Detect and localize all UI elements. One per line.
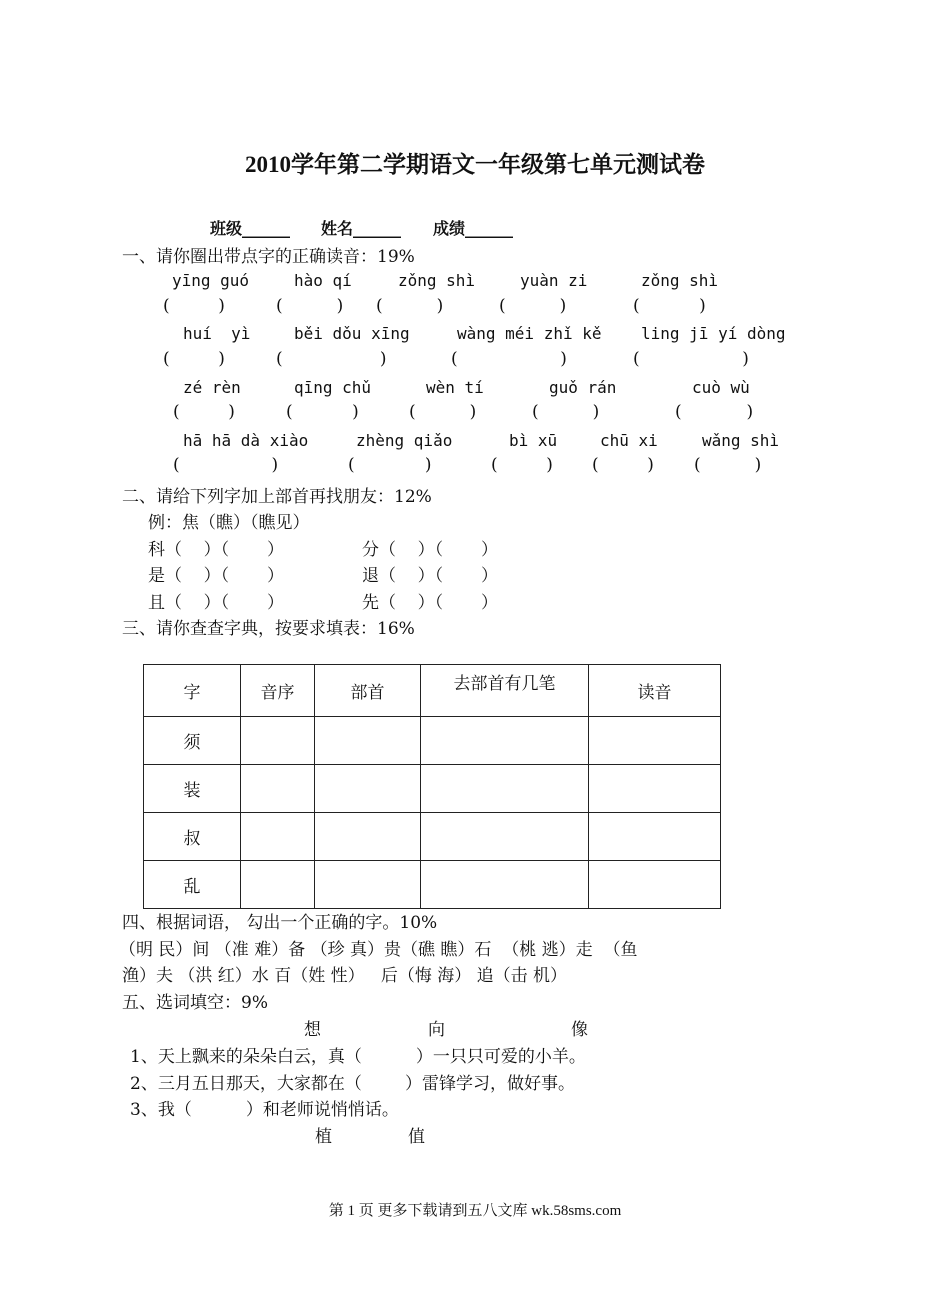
fill-sentence: 3、我（ ）和老师说悄悄话。 (130, 1100, 399, 1120)
answer-blank: ( ) (348, 455, 432, 475)
table-row (144, 765, 721, 813)
answer-blank: ( ) (675, 402, 754, 422)
answer-blank: ( ) (694, 455, 762, 475)
section-1-heading: 一、请你圈出带点字的正确读音：19% (122, 247, 415, 267)
pinyin: guǒ rán (549, 378, 617, 397)
pinyin: wǎng shì (702, 431, 780, 450)
answer-blank: ( ) (491, 455, 553, 475)
section-4-heading: 四、根据词语， 勾出一个正确的字。10% (122, 913, 438, 933)
table-blank-cell (589, 861, 721, 909)
answer-blank: ( ) (163, 296, 225, 316)
table-char-cell: 须 (144, 717, 241, 765)
answer-blank: ( ) (592, 455, 654, 475)
pinyin: qīng chǔ (294, 378, 372, 397)
word-option: 向 (428, 1020, 445, 1040)
table-blank-cell (421, 765, 589, 813)
pinyin: chū xi (600, 431, 658, 450)
radical-row: 且（ ）（ ） (148, 593, 284, 613)
pinyin: wèn tí (426, 378, 484, 397)
table-header-row (144, 665, 721, 717)
answer-blank: ( ) (499, 296, 567, 316)
answer-blank: ( ) (276, 296, 344, 316)
answer-blank: ( ) (376, 296, 444, 316)
answer-blank: ( ) (409, 402, 477, 422)
pinyin: yuàn zi (520, 271, 588, 290)
table-header: 部首 (315, 665, 421, 717)
table-char-cell: 叔 (144, 813, 241, 861)
table-header: 去部首有几笔 (421, 665, 589, 717)
radical-row: 是（ ）（ ） (148, 566, 284, 586)
table-blank-cell (241, 717, 315, 765)
answer-blank: ( ) (276, 349, 387, 369)
table-blank-cell (241, 765, 315, 813)
word-choice-line: （明 民）间 （准 难）备 （珍 真）贵（礁 瞧）石 （桃 逃）走 （鱼 (119, 940, 638, 960)
word-option: 想 (304, 1020, 321, 1040)
page-footer: 第 1 页 更多下载请到五八文库 wk.58sms.com (328, 1203, 622, 1219)
answer-blank: ( ) (532, 402, 600, 422)
answer-blank: ( ) (633, 349, 749, 369)
answer-blank: ( ) (633, 296, 706, 316)
word-choice-line: 渔）夫 （洪 红）水 百（姓 性） 后（悔 海） 追（击 机） (122, 966, 568, 986)
table-blank-cell (315, 765, 421, 813)
table-blank-cell (241, 813, 315, 861)
table-char-cell: 装 (144, 765, 241, 813)
word-option: 植 (315, 1127, 332, 1147)
table-header: 读音 (589, 665, 721, 717)
word-option: 像 (571, 1020, 588, 1040)
dictionary-table (143, 664, 721, 909)
table-header: 字 (144, 665, 241, 717)
table-blank-cell (421, 813, 589, 861)
radical-row: 先（ ）（ ） (362, 593, 498, 613)
table-blank-cell (315, 717, 421, 765)
table-blank-cell (315, 813, 421, 861)
score-field: 成绩______ (433, 219, 514, 238)
pinyin: běi dǒu xīng (294, 324, 410, 343)
answer-blank: ( ) (286, 402, 359, 422)
answer-blank: ( ) (173, 455, 279, 475)
answer-blank: ( ) (173, 402, 235, 422)
answer-blank: ( ) (163, 349, 225, 369)
table-blank-cell (589, 813, 721, 861)
pinyin: zé rèn (183, 378, 241, 397)
class-field: 班级______ (210, 219, 291, 238)
pinyin: huí yì (183, 324, 251, 343)
table-blank-cell (589, 765, 721, 813)
table-header: 音序 (241, 665, 315, 717)
pinyin: bì xū (509, 431, 558, 450)
table-row (144, 717, 721, 765)
pinyin: cuò wù (692, 378, 750, 397)
page-title: 2010学年第二学期语文一年级第七单元测试卷 (245, 152, 705, 177)
table-row (144, 861, 721, 909)
table-blank-cell (421, 861, 589, 909)
pinyin: yīng guó (172, 271, 250, 290)
pinyin: ling jī yí dòng (641, 324, 786, 343)
fill-sentence: 1、天上飘来的朵朵白云，真（ ）一只只可爱的小羊。 (130, 1047, 586, 1067)
table-blank-cell (589, 717, 721, 765)
table-row (144, 813, 721, 861)
table-blank-cell (241, 861, 315, 909)
pinyin: zǒng shì (398, 271, 476, 290)
example-line: 例：焦（瞧）（瞧见） (148, 513, 310, 533)
radical-row: 退（ ）（ ） (362, 566, 498, 586)
answer-blank: ( ) (451, 349, 567, 369)
word-option: 值 (408, 1127, 425, 1147)
section-2-heading: 二、请给下列字加上部首再找朋友：12% (122, 487, 432, 507)
pinyin: wàng méi zhǐ kě (457, 324, 602, 343)
pinyin: zhèng qiǎo (356, 431, 453, 450)
name-field: 姓名______ (321, 219, 402, 238)
table-blank-cell (315, 861, 421, 909)
radical-row: 科（ ）（ ） (148, 540, 284, 560)
table-blank-cell (421, 717, 589, 765)
section-3-heading: 三、请你查查字典，按要求填表：16% (122, 619, 415, 639)
table-char-cell: 乱 (144, 861, 241, 909)
pinyin: zǒng shì (641, 271, 719, 290)
section-5-heading: 五、选词填空：9% (122, 993, 268, 1013)
pinyin: hā hā dà xiào (183, 431, 309, 450)
pinyin: hào qí (294, 271, 352, 290)
radical-row: 分（ ）（ ） (362, 540, 498, 560)
fill-sentence: 2、三月五日那天，大家都在（ ）雷锋学习，做好事。 (130, 1074, 576, 1094)
